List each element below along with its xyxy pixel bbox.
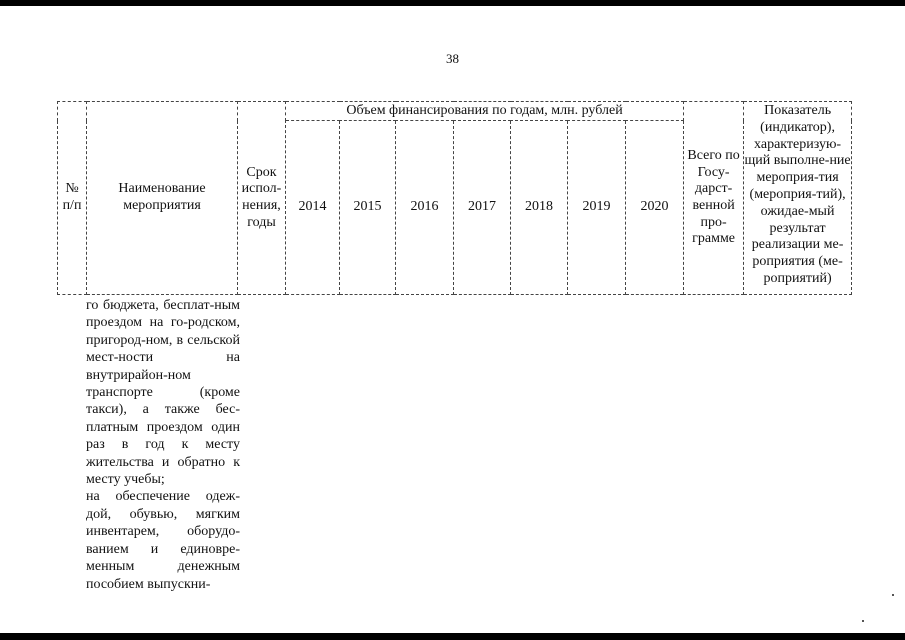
bottom-border-bar (0, 633, 905, 640)
header-year: 2014 (286, 121, 340, 295)
header-number: № п/п (58, 102, 87, 295)
header-funding-group: Объем финансирования по годам, млн. рублей (286, 102, 684, 121)
header-name: Наименование мероприятия (87, 102, 238, 295)
header-term: Срок испол-нения, годы (238, 102, 286, 295)
header-year: 2018 (511, 121, 568, 295)
header-year: 2017 (454, 121, 511, 295)
table-header (57, 101, 852, 295)
page-number: 38 (446, 51, 459, 66)
header-indicator: Показатель (индикатор), характеризую-щий выполне-ние мероприя-тия (мероприя-тий), ожидае-мый результат реализации ме-роприятия (ме-роприятий) (744, 102, 852, 295)
top-border-bar (0, 0, 905, 6)
header-year: 2020 (626, 121, 684, 295)
continuation-paragraph: на обеспечение одеж-дой, обувью, мягким инвентарем, оборудо-ванием и единовре-менным денежным пособием выпускни- (86, 489, 240, 592)
header-year: 2015 (340, 121, 396, 295)
scan-speck (892, 594, 894, 596)
header-year: 2019 (568, 121, 626, 295)
header-total: Всего по Госу-дарст-венной про-грамме (684, 102, 744, 295)
continuation-paragraph: го бюджета, бесплат-ным проездом на го-родском, пригород-ном, в сельской мест-ности на внутрирайон-ном транспорте (кроме такси), а также бес-платным проездом один раз в год к месту жительства и обратно к месту учебы; (86, 298, 240, 488)
scan-speck (862, 620, 864, 622)
continuation-text (86, 297, 240, 593)
header-year: 2016 (396, 121, 454, 295)
